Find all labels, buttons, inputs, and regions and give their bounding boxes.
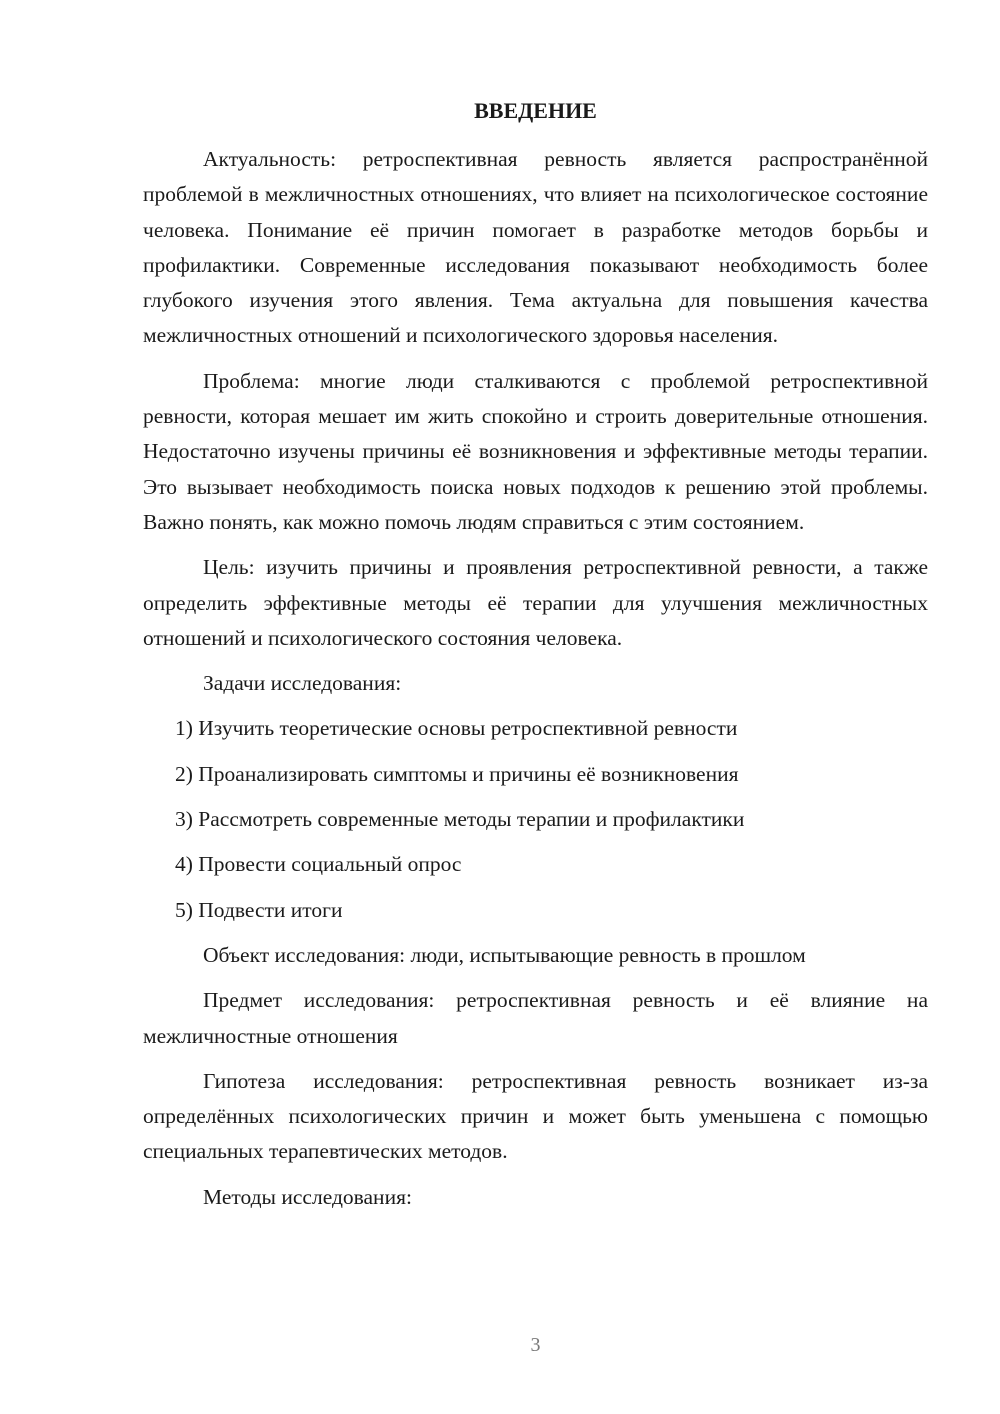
problem-paragraph: Проблема: многие люди сталкиваются с проблемой ретроспективной ревности, которая мешает им жить спокойно и строить доверительные отношения. Недостаточно изучены причины её возникновения и эффективные методы терапии. Это вызывает необходимость поиска новых подходов к решению этой проблемы. Важно понять, как можно помочь людям справиться с этим состоянием.	[143, 368, 928, 534]
goal-paragraph: Цель: изучить причины и проявления ретроспективной ревности, а также определить эффективные методы её терапии для улучшения межличностных отношений и психологического состояния человека.	[143, 555, 928, 650]
document-body	[143, 142, 928, 1225]
page-title: ВВЕДЕНИЕ	[474, 98, 597, 123]
methods-heading: Методы исследования:	[203, 1184, 412, 1209]
page-number: 3	[530, 1334, 541, 1356]
list-item: 5) Подвести итоги	[175, 897, 343, 922]
document-page	[143, 0, 928, 1414]
list-item: 2) Проанализировать симптомы и причины её возникновения	[175, 761, 739, 786]
list-item: 4) Провести социальный опрос	[175, 852, 462, 877]
hypothesis-paragraph: Гипотеза исследования: ретроспективная ревность возникает из-за определённых психологических причин и может быть уменьшена с помощью специальных терапевтических методов.	[143, 1068, 928, 1164]
tasks-list	[143, 711, 928, 927]
relevance-paragraph: Актуальность: ретроспективная ревность является распространённой проблемой в межличностных отношениях, что влияет на психологическое состояние человека. Понимание её причин помогает в разработке методов борьбы и профилактики. Современные исследования показывают необходимость более глубокого изучения этого явления. Тема актуальна для повышения качества межличностных отношений и психологического здоровья населения.	[143, 147, 928, 348]
object-paragraph: Объект исследования: люди, испытывающие ревность в прошлом	[203, 942, 806, 967]
tasks-heading: Задачи исследования:	[203, 671, 402, 696]
subject-paragraph: Предмет исследования: ретроспективная ревность и её влияние на межличностные отношения	[143, 988, 928, 1048]
list-item: 3) Рассмотреть современные методы терапии и профилактики	[175, 807, 745, 832]
list-item: 1) Изучить теоретические основы ретроспективной ревности	[175, 716, 738, 741]
